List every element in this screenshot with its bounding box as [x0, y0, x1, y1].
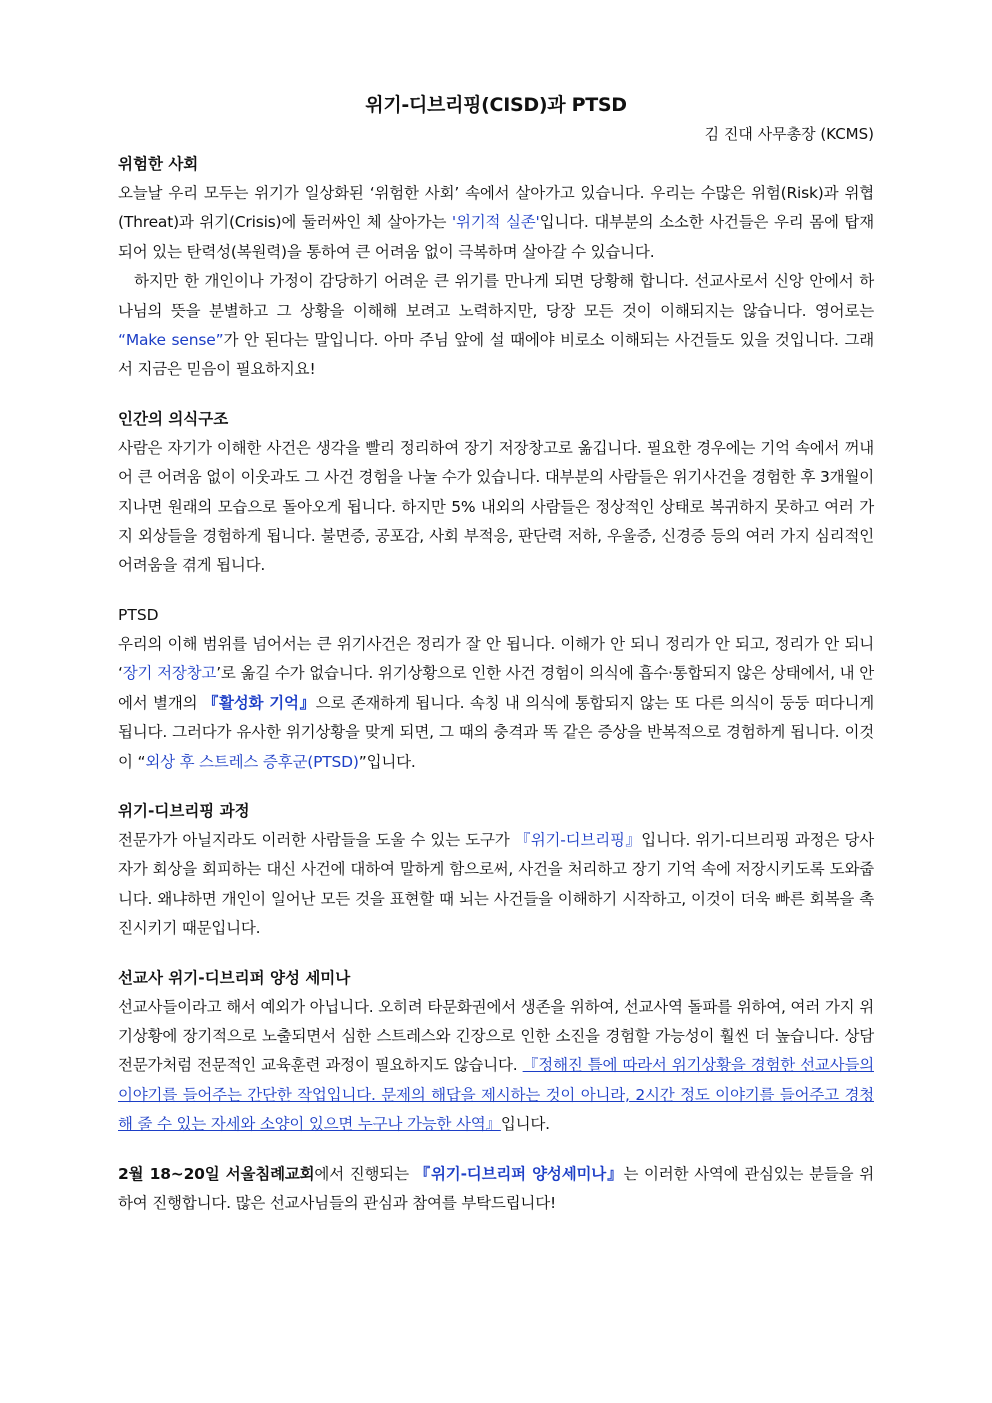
spacer [118, 944, 874, 964]
text-run: ”입니다. [358, 752, 416, 771]
highlight-ptsd-term: 외상 후 스트레스 증후군(PTSD) [145, 752, 359, 771]
text-run: 오늘날 우리 모두는 위기가 일상화된 ‘위험한 사회’ 속에서 살아가고 있습니다. 우리는 수많은 위험(Risk)과 위협(Threat)과 위기(Crisis)에 둘러싸인 체 살아가는 [118, 184, 874, 232]
section-risk-society-paragraph-1 [118, 179, 874, 267]
highlight-simple-task: 『정해진 틀에 따라서 위기상황을 경험한 선교사들의 이야기를 들어주는 간단한 작업입니다. 문제의 해답을 제시하는 것이 아니라, 2시간 정도 이야기를 들어주고 경청해 줄 수 있는 자세와 소양이 있으면 누구나 가능한 사역』 [118, 1056, 874, 1134]
event-date-location: 2월 18~20일 서울침례교회 [118, 1164, 315, 1183]
text-run: 가 안 된다는 말입니다. 아마 주님 앞에 설 때에야 비로소 이해되는 사건들도 있을 것입니다. 그래서 지금은 믿음이 필요하지요! [118, 331, 874, 379]
section-heading-consciousness: 인간의 의식구조 [118, 409, 229, 428]
highlight-make-sense: “Make sense” [118, 331, 224, 350]
section-heading-risk-society: 위험한 사회 [118, 155, 199, 173]
spacer [118, 777, 874, 797]
section-consciousness-paragraph: 사람은 자기가 이해한 사건은 생각을 빨리 정리하여 장기 저장창고로 옮깁니다. 필요한 경우에는 기억 속에서 꺼내어 큰 어려움 없이 이웃과도 그 사건 경험을 나눌 수가 있습니다. 대부분의 사람들은 위기사건을 경험한 후 3개월이 지나면 원래의 모습으로 돌아오게 됩니다. 하지만 5% 내외의 사람들은 정상적인 상태로 복귀하지 못하고 여러 가지 외상들을 경험하게 됩니다. 불면증, 공포감, 사회 부적응, 판단력 저하, 우울증, 신경증 등의 여러 가지 심리적인 어려움을 겪게 됩니다. [118, 438, 874, 575]
section-debriefing-paragraph [118, 826, 874, 944]
spacer [118, 581, 874, 601]
highlight-crisis-existence: '위기적 실존' [451, 213, 540, 232]
text-run: 입니다. 위기-디브리핑 과정은 당사자가 회상을 회피하는 대신 사건에 대하여 말하게 함으로써, 사건을 처리하고 장기 기억 속에 저장시키도록 도와줍니다. 왜냐하면 개인이 일어난 모든 것을 표현할 때 뇌는 사건들을 이해하기 시작하고, 이것이 더욱 빠른 회복을 촉진시키기 때문입니다. [118, 830, 875, 938]
spacer [118, 385, 874, 405]
highlight-long-term-storage: 장기 저장창고 [122, 664, 217, 683]
text-run: 선교사들이라고 해서 예외가 아닙니다. 오히려 타문화권에서 생존을 위하여, 선교사역 돌파를 위하여, 여러 가지 위기상황에 장기적으로 노출되면서 심한 스트레스와 긴장으로 인한 소진을 경험할 가능성이 훨씬 더 높습니다. 상담전문가처럼 전문적인 교육훈련 과정이 필요하지도 않습니다. [118, 997, 874, 1075]
document-title: 위기-디브리핑(CISD)과 PTSD [365, 94, 627, 116]
highlight-active-memory: 『활성화 기억』 [202, 693, 316, 712]
document-page [118, 88, 874, 1218]
text-run: ’로 옮길 수가 없습니다. 위기상황으로 인한 사건 경험이 의식에 흡수·통합되지 않은 상태에서, 내 안에서 별개의 [118, 664, 874, 712]
text-run: 하지만 한 개인이나 가정이 감당하기 어려운 큰 위기를 만나게 되면 당황해 합니다. 선교사로서 신앙 안에서 하나님의 뜻을 분별하고 그 상황을 이해해 보려고 노력하지만, 당장 모든 것이 이해되지는 않습니다. 영어로는 [118, 272, 874, 320]
section-risk-society-paragraph-2 [118, 267, 874, 385]
text-run: 에서 진행되는 [314, 1164, 415, 1183]
text-run: 입니다. [500, 1115, 550, 1134]
spacer [118, 1140, 874, 1160]
closing-paragraph [118, 1160, 874, 1219]
text-run: 전문가가 아닐지라도 이러한 사람들을 도울 수 있는 도구가 [118, 830, 515, 849]
section-ptsd-paragraph [118, 630, 874, 777]
section-heading-ptsd: PTSD [118, 605, 159, 624]
section-heading-seminar: 선교사 위기-디브리퍼 양성 세미나 [118, 968, 351, 987]
text-run: 는 이러한 사역에 관심있는 분들을 위하여 진행합니다. 많은 선교사님들의 관심과 참여를 부탁드립니다! [118, 1164, 875, 1212]
section-heading-debriefing-process: 위기-디브리핑 과정 [118, 801, 250, 820]
text-run: 으로 존재하게 됩니다. 속칭 내 의식에 통합되지 않는 또 다른 의식이 둥둥 떠다니게 됩니다. 그러다가 유사한 위기상황을 맞게 되면, 그 때의 충격과 똑 같은 증상을 반복적으로 경험하게 됩니다. 이것이 “ [118, 693, 874, 771]
document-author: 김 진대 사무총장 (KCMS) [704, 125, 874, 143]
text-run: 우리의 이해 범위를 넘어서는 큰 위기사건은 정리가 잘 안 됩니다. 이해가 안 되니 정리가 안 되고, 정리가 안 되니 ‘ [118, 634, 874, 683]
text-run: 입니다. 대부분의 소소한 사건들은 우리 몸에 탑재되어 있는 탄력성(복원력)을 통하여 큰 어려움 없이 극복하며 살아갈 수 있습니다. [118, 213, 874, 261]
section-seminar-paragraph [118, 993, 874, 1140]
highlight-seminar-name: 『위기-디브리퍼 양성세미나』 [414, 1164, 624, 1183]
highlight-crisis-debriefing: 『위기-디브리핑』 [514, 830, 642, 849]
